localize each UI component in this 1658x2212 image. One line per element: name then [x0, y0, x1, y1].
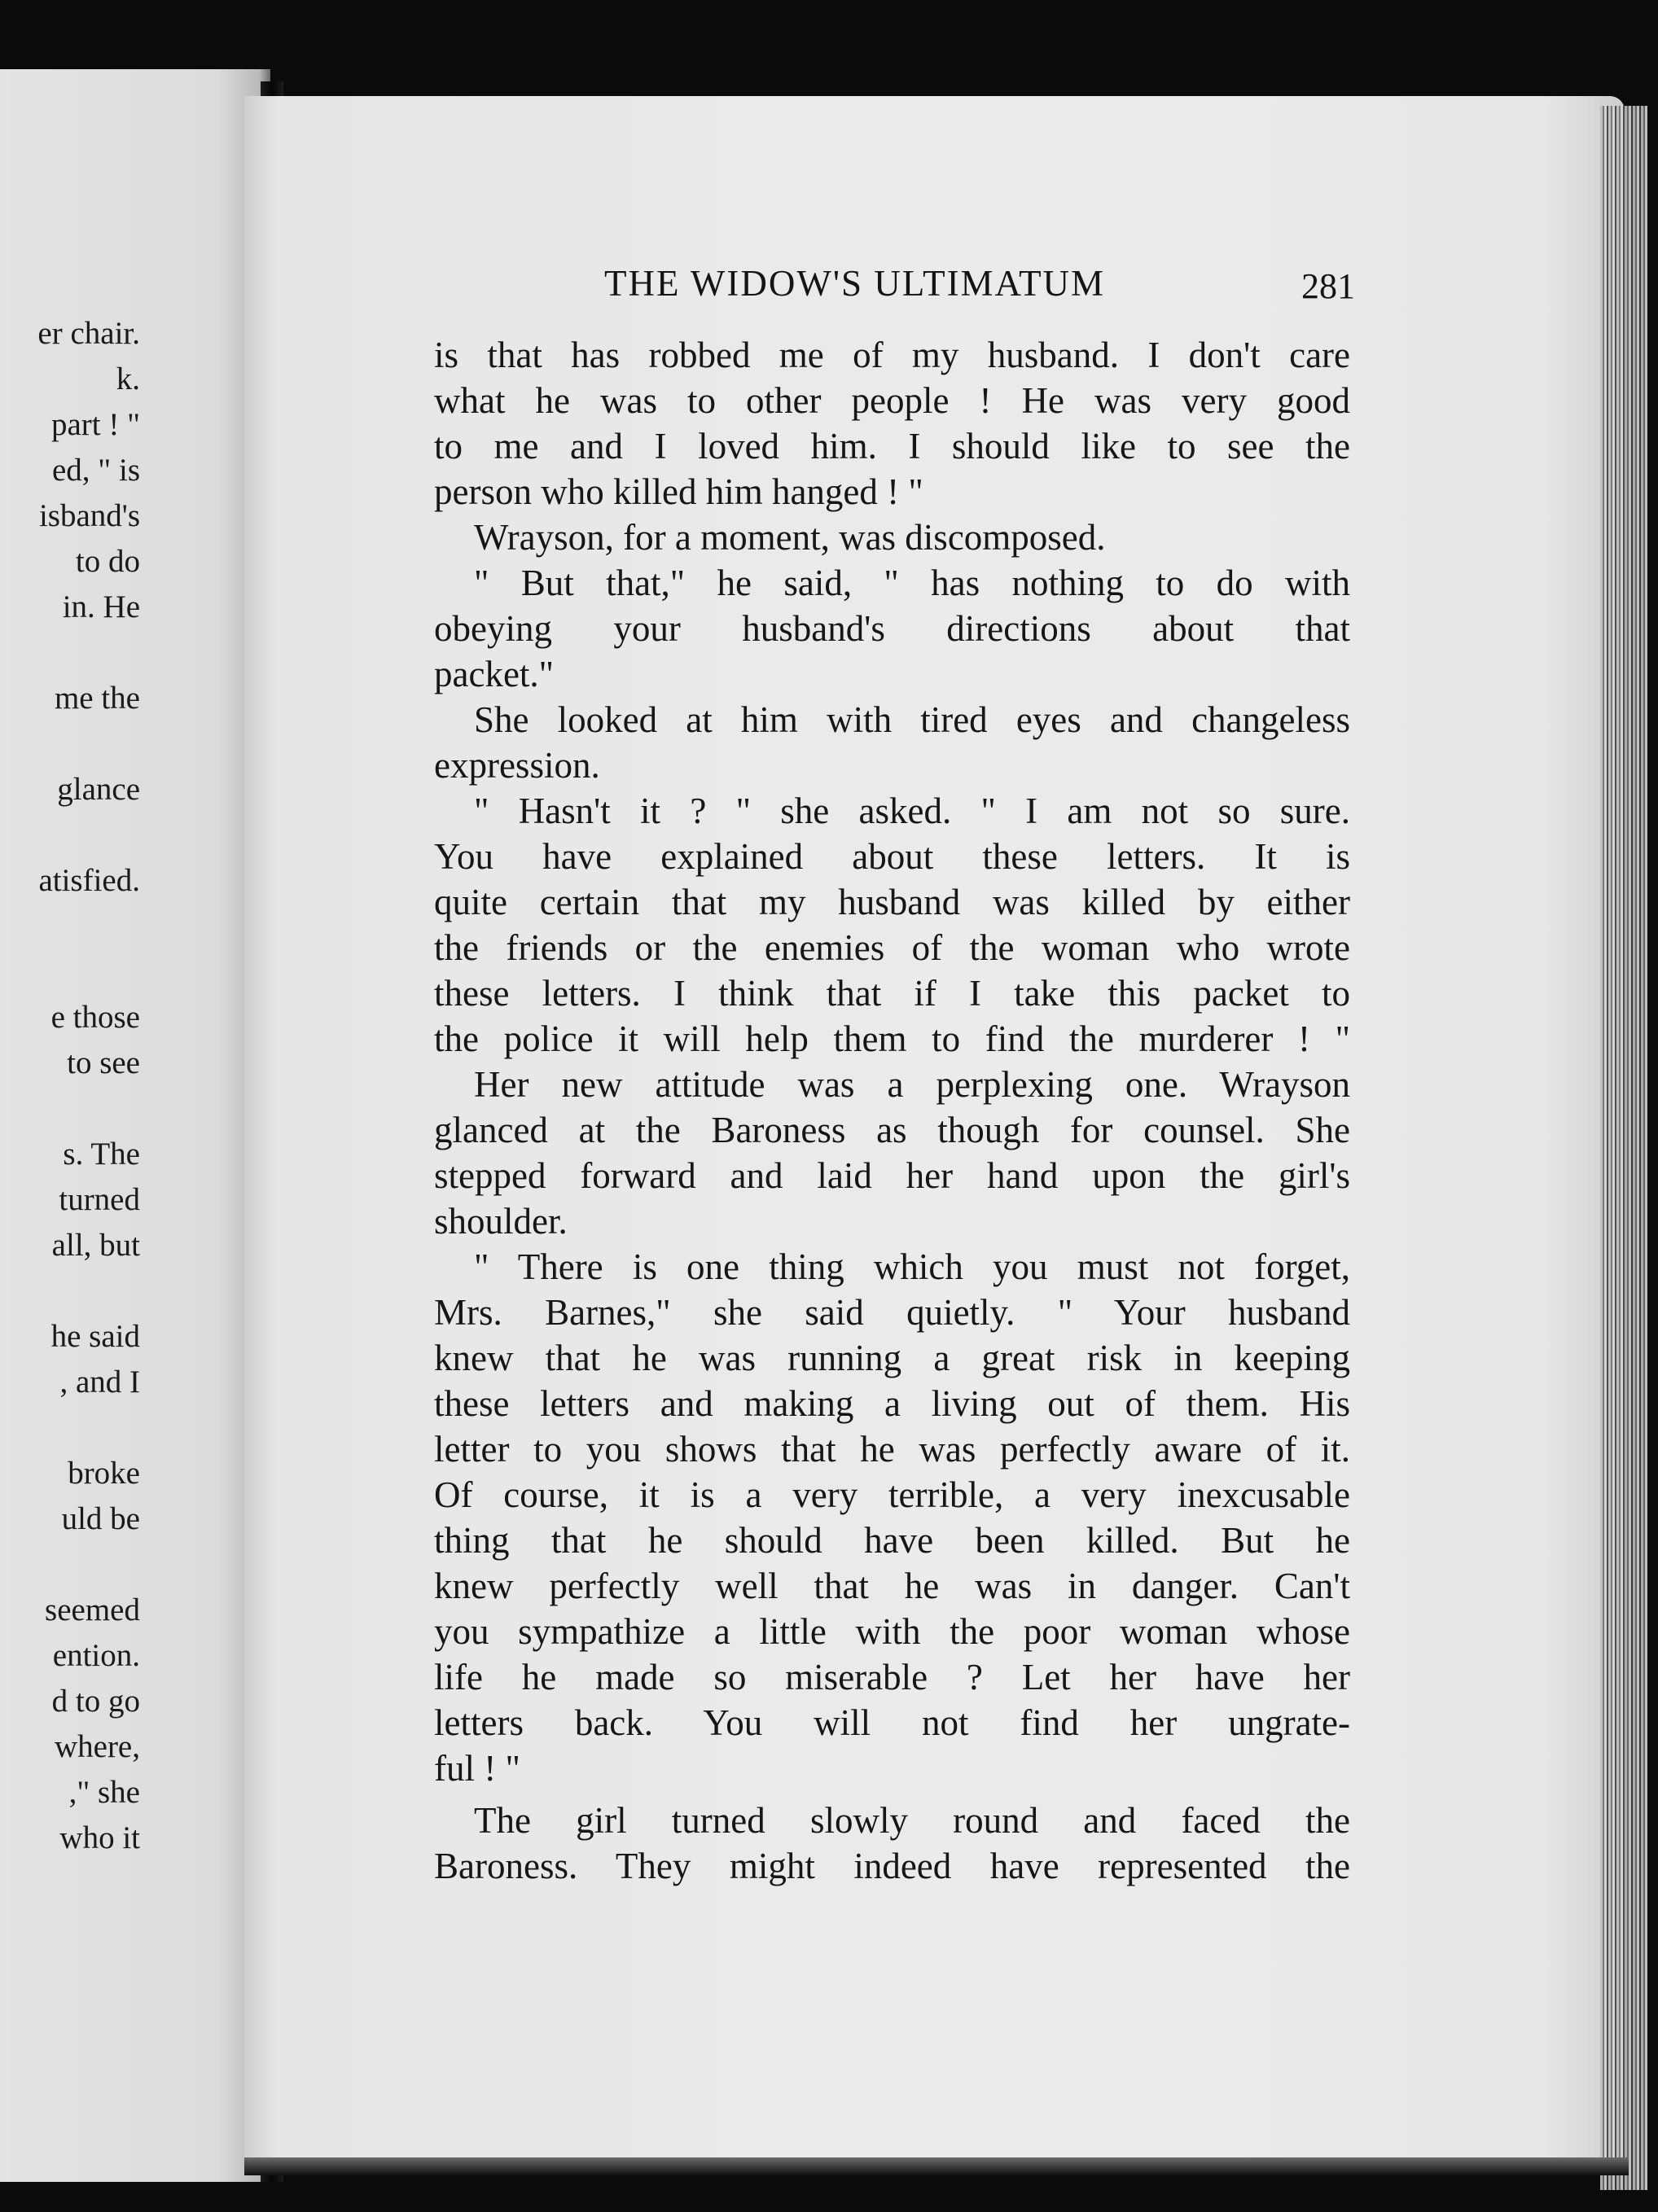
left-page-line: who it [59, 1820, 140, 1855]
left-page-line: uld be [61, 1501, 140, 1536]
page-number: 281 [1301, 266, 1355, 306]
text-line: letter to you shows that he was perfectly aware of it. [434, 1429, 1350, 1470]
text-line: thing that he should have been killed. But he [434, 1520, 1350, 1561]
text-line: " There is one thing which you must not forget, [474, 1246, 1350, 1287]
text-line: " Hasn't it ? " she asked. " I am not so sure. [474, 791, 1350, 831]
left-page-line: s. The [63, 1137, 140, 1172]
left-page-line: turned [59, 1182, 140, 1217]
text-line: Mrs. Barnes," she said quietly. " Your husband [434, 1292, 1350, 1333]
text-line: life he made so miserable ? Let her have her [434, 1657, 1350, 1697]
text-line: person who killed him hanged ! " [434, 471, 923, 512]
left-page-line: ention. [52, 1638, 140, 1673]
left-page-line: me the [54, 681, 140, 716]
text-line: letters back. You will not find her ungrate- [434, 1702, 1350, 1743]
text-line: Her new attitude was a perplexing one. Wrayson [474, 1064, 1350, 1105]
text-line: Wrayson, for a moment, was discomposed. [474, 517, 1106, 558]
text-line: stepped forward and laid her hand upon the girl's [434, 1155, 1350, 1196]
text-line: knew that he was running a great risk in keeping [434, 1338, 1350, 1378]
left-page-line: to do [75, 544, 140, 579]
text-line: obeying your husband's directions about that [434, 608, 1350, 649]
left-page-line: ," she [68, 1775, 140, 1810]
text-line: is that has robbed me of my husband. I don't care [434, 335, 1350, 375]
left-page-line: er chair. [37, 316, 140, 351]
text-line: these letters and making a living out of them. His [434, 1383, 1350, 1424]
text-line: the police it will help them to find the murderer ! " [434, 1018, 1350, 1059]
text-line: expression. [434, 745, 600, 786]
text-line: Of course, it is a very terrible, a very inexcusable [434, 1474, 1350, 1515]
left-page-line: ed, " is [52, 453, 140, 488]
left-page-line: all, but [51, 1228, 140, 1263]
text-line: The girl turned slowly round and faced the [474, 1800, 1350, 1841]
left-page-line: k. [116, 361, 140, 396]
left-page-line: atisfied. [38, 863, 140, 898]
left-page-line: in. He [62, 589, 140, 624]
running-head: THE WIDOW'S ULTIMATUM [604, 263, 1106, 304]
text-line: " But that," he said, " has nothing to do with [474, 563, 1350, 603]
text-line: Baroness. They might indeed have represented the [434, 1846, 1350, 1886]
page-edges [1600, 106, 1647, 2190]
left-page-line: part ! " [50, 407, 140, 442]
text-line: you sympathize a little with the poor woman whose [434, 1611, 1350, 1652]
left-page-line: where, [54, 1729, 140, 1764]
left-page-line: to see [67, 1045, 140, 1080]
left-page-line: , and I [59, 1364, 140, 1399]
text-line: knew perfectly well that he was in danger. Can't [434, 1566, 1350, 1606]
left-page [0, 69, 270, 2182]
text-line: You have explained about these letters. It is [434, 836, 1350, 877]
text-line: She looked at him with tired eyes and changeless [474, 699, 1350, 740]
text-line: packet." [434, 654, 555, 694]
text-line: quite certain that my husband was killed by either [434, 882, 1350, 922]
left-page-line: broke [68, 1456, 140, 1491]
text-line: shoulder. [434, 1201, 568, 1242]
left-page-line: glance [57, 772, 140, 807]
left-page-line: isband's [38, 498, 140, 533]
text-line: glanced at the Baroness as though for counsel. She [434, 1110, 1350, 1150]
text-line: the friends or the enemies of the woman who wrote [434, 927, 1350, 968]
left-page-line: seemed [45, 1592, 140, 1627]
page-bottom-edge [244, 2157, 1629, 2175]
text-line: to me and I loved him. I should like to see the [434, 426, 1350, 466]
left-page-line: d to go [51, 1684, 140, 1719]
text-line: these letters. I think that if I take this packet to [434, 973, 1350, 1014]
left-page-line: he said [50, 1319, 140, 1354]
text-line: ful ! " [434, 1748, 520, 1789]
left-page-line: e those [50, 1000, 140, 1035]
text-line: what he was to other people ! He was very good [434, 380, 1350, 421]
